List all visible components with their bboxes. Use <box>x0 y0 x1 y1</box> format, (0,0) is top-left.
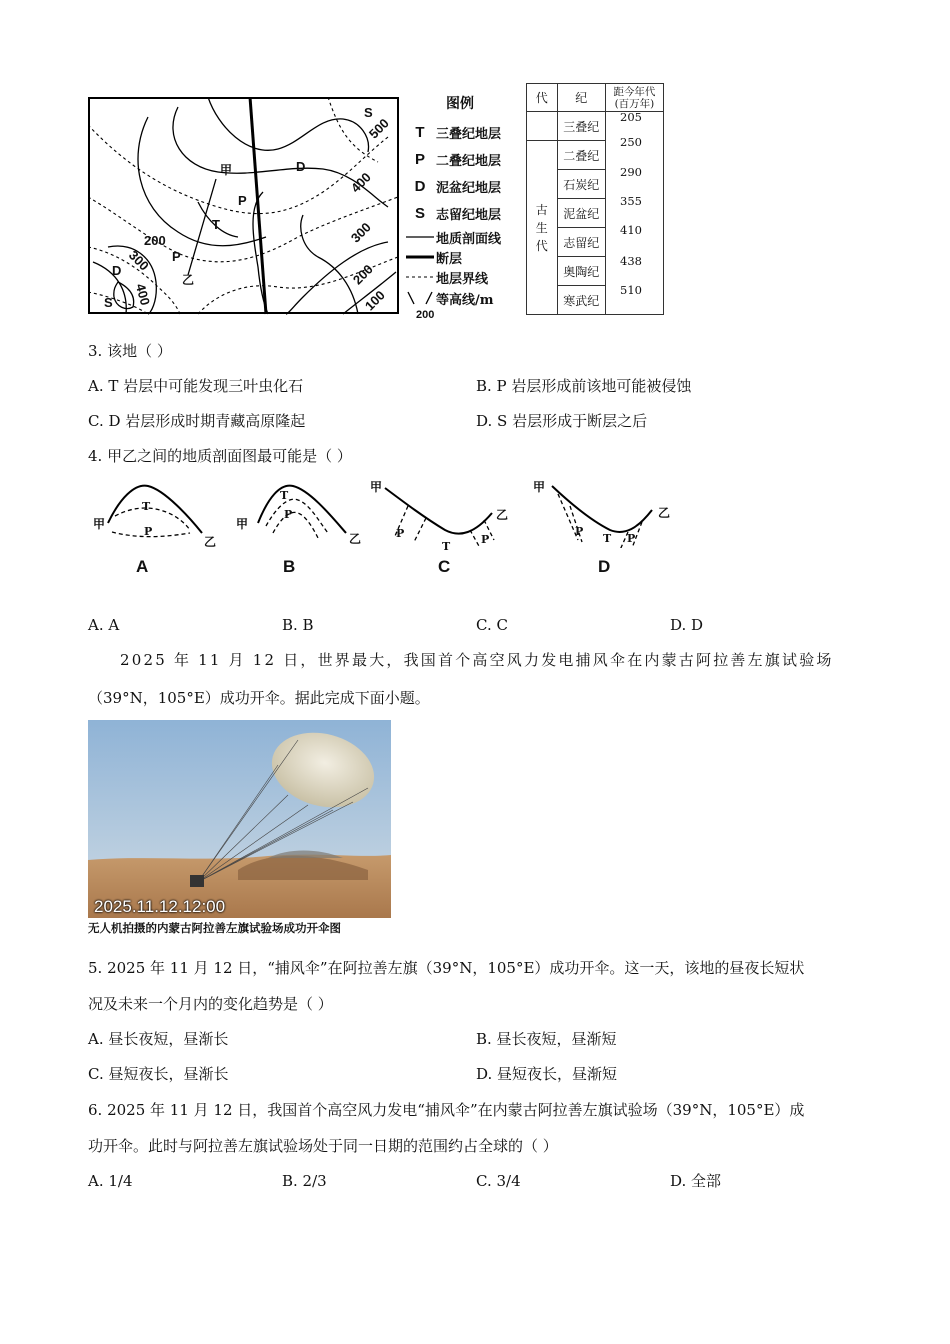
legend-item-d: D 泥盆纪地层 <box>414 178 502 196</box>
contour-label-300: 300 <box>347 219 374 246</box>
q5-option-c[interactable]: C. 昼短夜长，昼渐长 <box>88 1065 229 1083</box>
profile-d <box>540 478 660 548</box>
q5-option-a[interactable]: A. 昼长夜短，昼渐长 <box>88 1030 229 1048</box>
table-header-era: 代 <box>527 84 558 112</box>
contour-label-200: 200 <box>349 261 376 288</box>
intro-line-2: （39°N，105°E）成功开伞。据此完成下面小题。 <box>88 689 430 707</box>
contour-label-100: 100 <box>361 287 388 314</box>
profile-c-p2: P <box>481 533 490 546</box>
profile-d-t: T <box>603 532 612 545</box>
profile-a-yi: 乙 <box>204 535 217 549</box>
q6-stem-line-2: 功开伞。此时与阿拉善左旗试验场处于同一日期的范围约占全球的（ ） <box>88 1137 558 1155</box>
legend-item-boundary: 地层界线 <box>436 271 489 287</box>
table-period: 三叠纪 <box>557 112 605 141</box>
map-point-yi: 乙 <box>182 273 195 287</box>
profile-b-yi: 乙 <box>349 532 362 546</box>
q6-option-a[interactable]: A. 1/4 <box>88 1172 133 1190</box>
map-label-s2: S <box>104 295 113 310</box>
table-period: 石炭纪 <box>557 170 605 199</box>
age-290: 290 <box>620 165 642 179</box>
map-label-p2: P <box>172 249 181 264</box>
legend-item-contour: 等高线/m <box>404 287 524 309</box>
profile-b-p: P <box>284 508 293 521</box>
legend-contour-example: 200 <box>416 309 435 321</box>
q4-option-d[interactable]: D. D <box>670 616 704 634</box>
contour-label-400b: 400 <box>132 282 153 307</box>
legend-title: 图例 <box>446 96 474 112</box>
parachute-photo <box>88 720 391 918</box>
profile-d-yi: 乙 <box>658 506 671 520</box>
legend-item-s: S 志留纪地层 <box>414 205 502 223</box>
q4-option-c[interactable]: C. C <box>476 616 508 634</box>
profile-a <box>90 478 220 548</box>
map-label-t: T <box>212 217 220 232</box>
map-label-p1: P <box>238 193 247 208</box>
map-label-s1: S <box>364 105 373 120</box>
profile-a-jia: 甲 <box>93 517 106 531</box>
profile-d-p1: P <box>575 525 584 538</box>
table-header-period: 纪 <box>557 84 605 112</box>
q3-stem: 3. 该地（ ） <box>88 342 172 360</box>
age-410: 410 <box>620 223 642 237</box>
q4-stem: 4. 甲乙之间的地质剖面图最可能是（ ） <box>88 447 352 465</box>
table-period: 二叠纪 <box>557 141 605 170</box>
age-438: 438 <box>620 254 642 268</box>
q6-option-c[interactable]: C. 3/4 <box>476 1172 521 1190</box>
table-period: 奥陶纪 <box>557 257 605 286</box>
profile-b-jia: 甲 <box>236 517 249 531</box>
q6-stem-line-1: 6. 2025 年 11 月 12 日，我国首个高空风力发电“捕风伞”在内蒙古阿拉善左旗试验场（39°N，105°E）成 <box>88 1101 805 1119</box>
table-period: 志留纪 <box>557 228 605 257</box>
contour-label-300b: 300 <box>125 247 152 274</box>
profile-d-jia: 甲 <box>533 480 546 494</box>
profile-b-t: T <box>280 489 289 502</box>
table-era-paleozoic: 古 生 代 <box>527 141 558 315</box>
contour-label-500: 500 <box>365 115 392 142</box>
map-label-d1: D <box>296 159 306 174</box>
age-355: 355 <box>620 194 642 208</box>
q5-option-b[interactable]: B. 昼长夜短，昼渐短 <box>476 1030 617 1048</box>
map-point-jia: 甲 <box>220 163 233 177</box>
table-period: 寒武纪 <box>557 286 605 315</box>
q3-option-d[interactable]: D. S 岩层形成于断层之后 <box>476 412 648 430</box>
legend-item-t: T 三叠纪地层 <box>415 124 502 142</box>
legend-item-p: P 二叠纪地层 <box>414 151 502 169</box>
photo-timestamp: 2025.11.12.12:00 <box>94 897 226 916</box>
profile-b-label: B <box>283 557 296 576</box>
photo-caption: 无人机拍摄的内蒙古阿拉善左旗试验场成功开伞图 <box>88 923 341 935</box>
intro-line-1: 2025 年 11 月 12 日，世界最大，我国首个高空风力发电捕风伞在内蒙古阿拉善左旗试验场 <box>120 651 834 669</box>
profile-c-label: C <box>438 557 451 576</box>
q4-option-b[interactable]: B. B <box>282 616 314 634</box>
q6-option-d[interactable]: D. 全部 <box>670 1172 722 1190</box>
q3-option-a[interactable]: A. T 岩层中可能发现三叶虫化石 <box>88 377 304 395</box>
profile-c-jia: 甲 <box>370 480 383 494</box>
legend-item-fault: 断层 <box>436 251 463 267</box>
q5-stem-line-1: 5. 2025 年 11 月 12 日，“捕风伞”在阿拉善左旗（39°N，105°E）成功开伞。这一天，该地的昼夜长短状 <box>88 959 805 977</box>
profile-c-t: T <box>442 540 451 553</box>
map-legend <box>404 93 524 321</box>
q4-option-a[interactable]: A. A <box>88 616 120 634</box>
profile-c-yi: 乙 <box>496 508 509 522</box>
profile-a-t: T <box>142 500 151 513</box>
profile-d-label: D <box>598 557 611 576</box>
contour-label-200b: 200 <box>144 233 166 248</box>
age-250: 250 <box>620 135 642 149</box>
profile-a-label: A <box>136 557 149 576</box>
age-205: 205 <box>620 110 642 124</box>
q5-stem-line-2: 况及未来一个月内的变化趋势是（ ） <box>88 995 333 1013</box>
legend-item-section-line: 地质剖面线 <box>436 231 502 247</box>
q5-option-d[interactable]: D. 昼短夜长，昼渐短 <box>476 1065 618 1083</box>
age-510: 510 <box>620 283 642 297</box>
profile-d-p2: P <box>627 532 636 545</box>
map-label-d2: D <box>112 263 122 278</box>
contour-label-400: 400 <box>347 169 374 196</box>
profile-c-p1: P <box>396 527 405 540</box>
table-header-age: 距今年代 (百万年) <box>605 84 663 112</box>
q3-option-b[interactable]: B. P 岩层形成前该地可能被侵蚀 <box>476 377 692 395</box>
q6-option-b[interactable]: B. 2/3 <box>282 1172 327 1190</box>
table-period: 泥盆纪 <box>557 199 605 228</box>
profile-a-p: P <box>144 525 153 538</box>
geologic-time-table <box>526 83 664 315</box>
q3-option-c[interactable]: C. D 岩层形成时期青藏高原隆起 <box>88 412 306 430</box>
